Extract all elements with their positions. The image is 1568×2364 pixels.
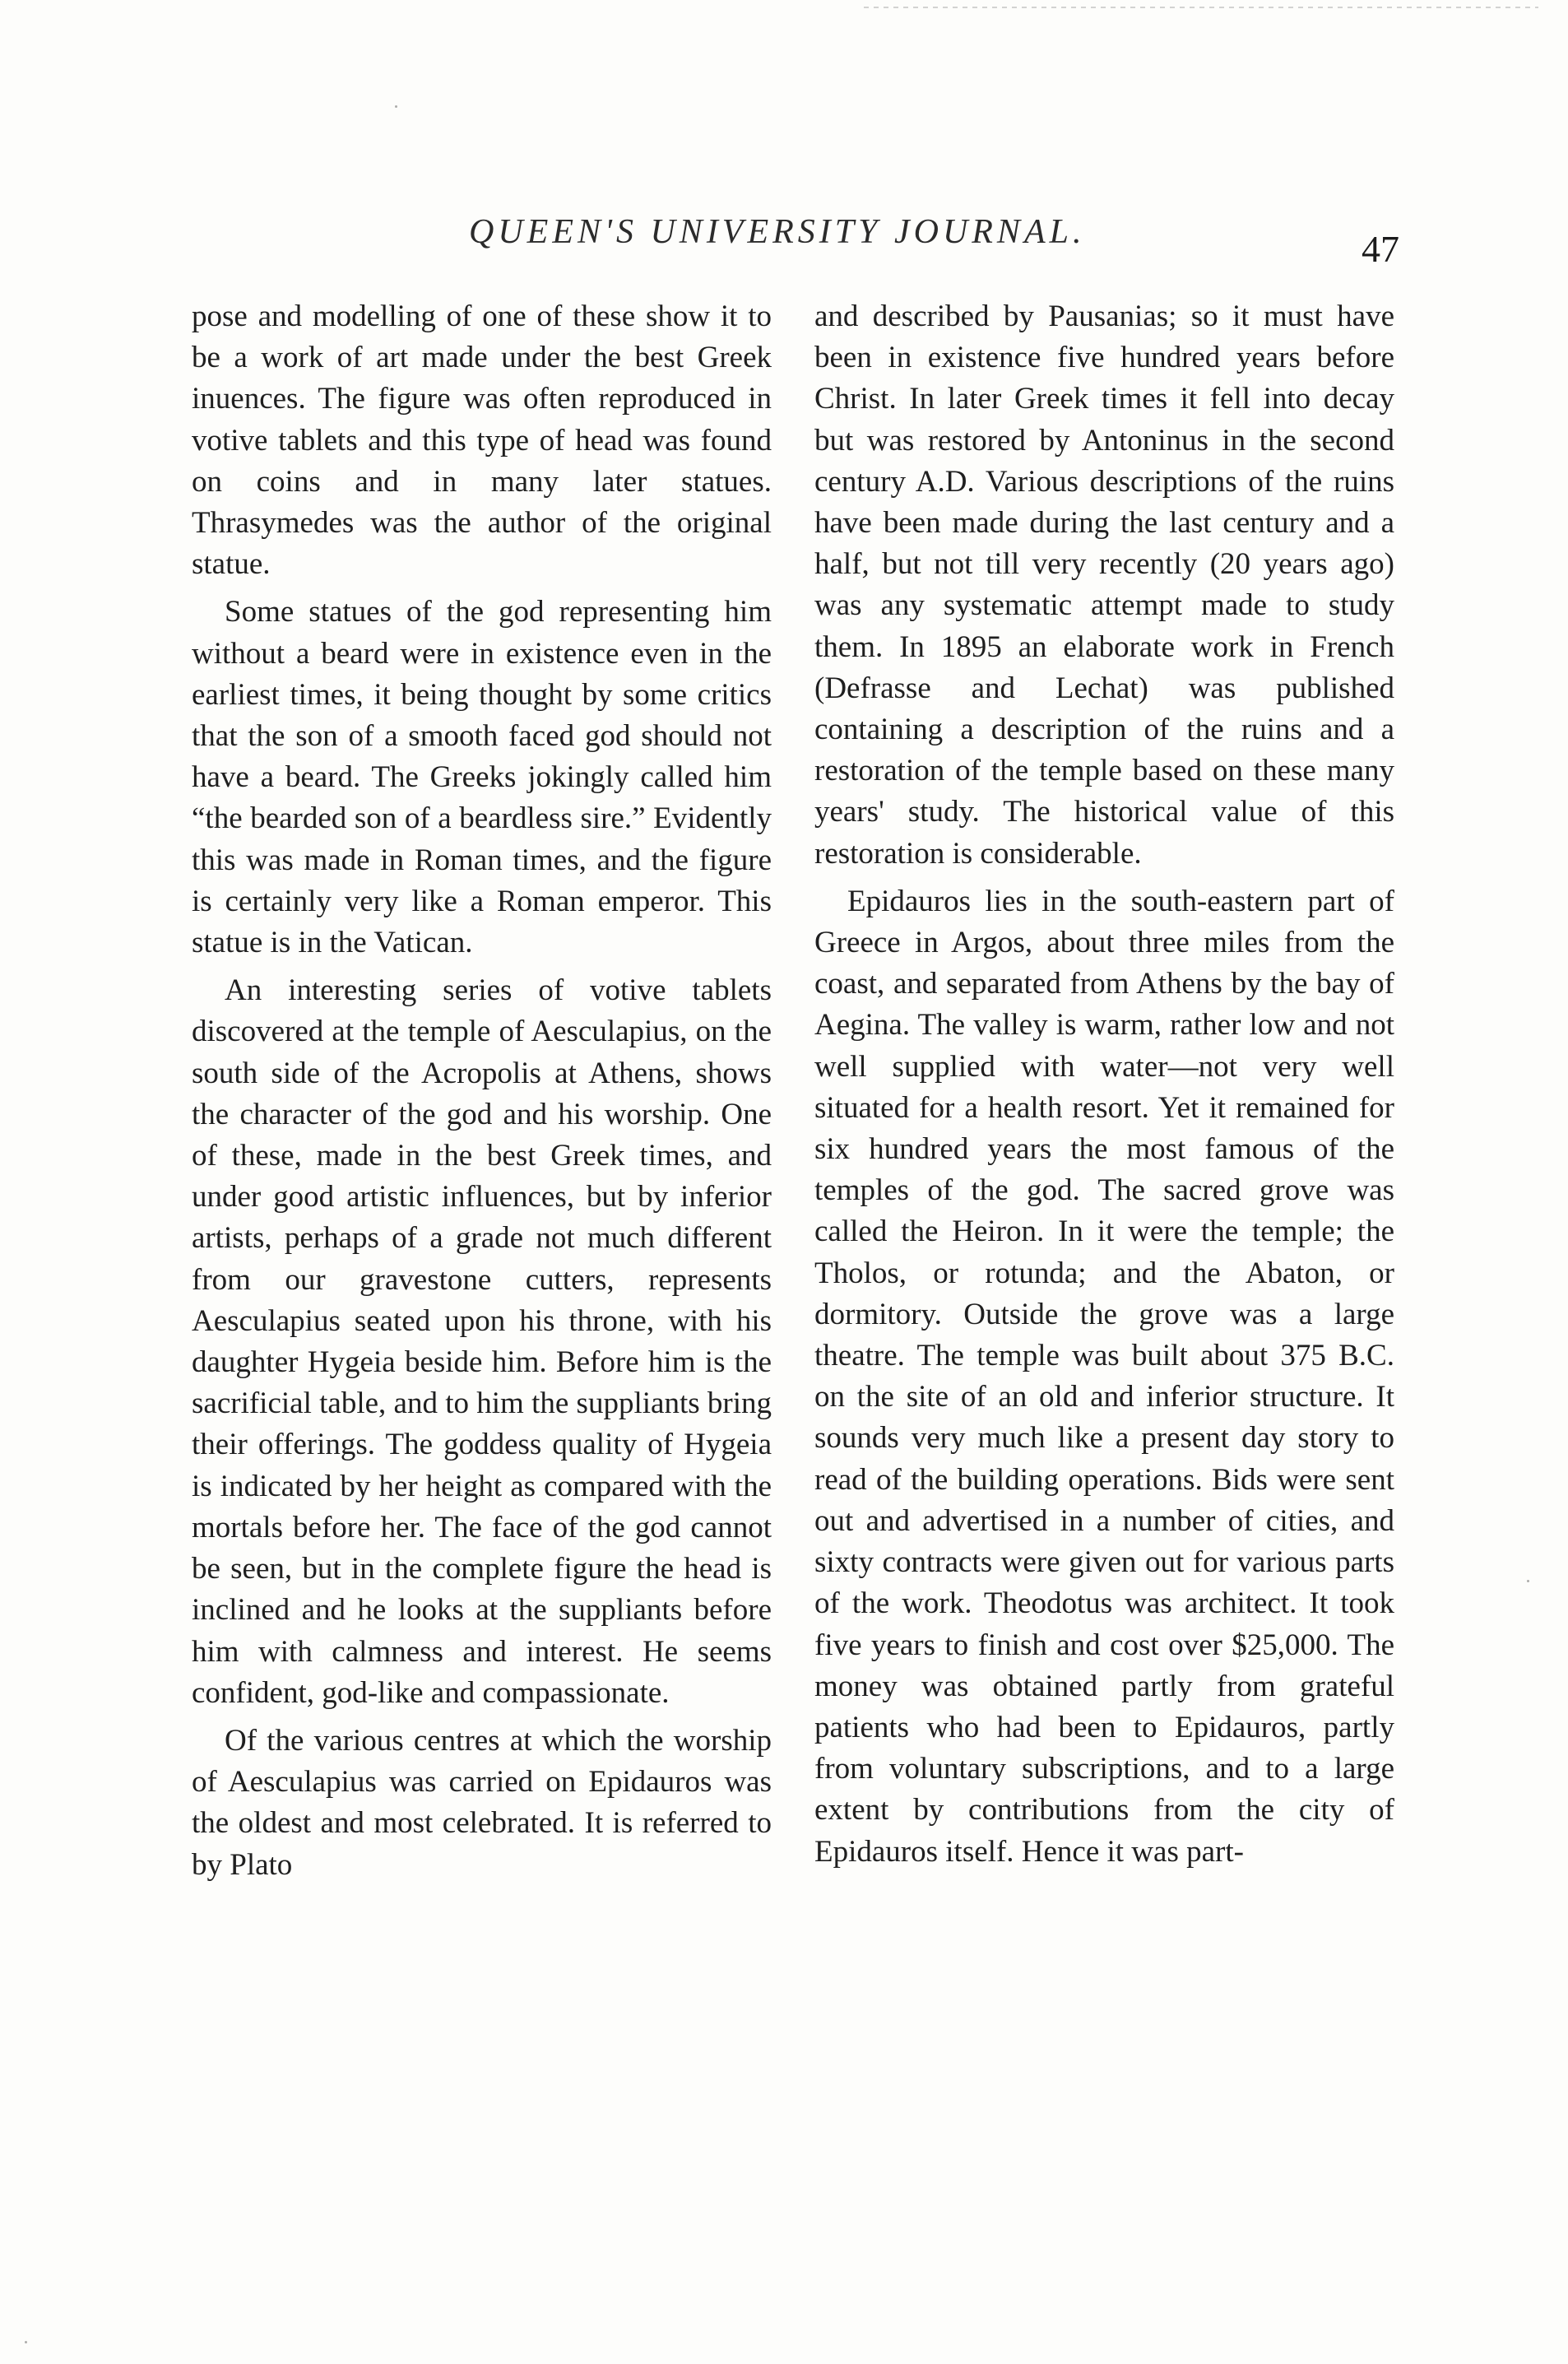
scan-speck [395,105,397,108]
top-edge-rule [864,7,1538,8]
scan-speck [25,2341,27,2343]
paragraph: Some statues of the god representing him without a beard were in existence even in the earliest times, it being thought by some critics that the son of a smooth faced god should not have a beard. The Greeks jokingly called him “the bearded son of a beardless sire.” Evidently this was made in Roman times, and the figure is certainly very like a Roman emperor. This statue is in the Vatican. [192,595,772,960]
left-column [192,296,772,1893]
paragraph: pose and modelling of one of these show it to be a work of art made under the best Greek inuences. The figure was often reproduced in votive tablets and this type of head was found on coins and in many later statues. Thrasymedes was the author of the original statue. [192,300,772,582]
paragraph: An interesting series of votive tablets discovered at the temple of Aesculapius, on the south side of the Acropolis at Athens, shows the character of the god and his worship. One of these, made in the best Greek times, and under good artistic influences, but by inferior artists, perhaps of a grade not much different from our gravestone cutters, represents Aesculapius seated upon his throne, with his daughter Hygeia beside him. Before him is the sacrificial table, and to him the suppliants bring their offerings. The goddess quality of Hygeia is indicated by her height as compared with the mortals before her. The face of the god cannot be seen, but in the complete figure the head is inclined and he looks at the suppliants before him with calmness and interest. He seems confident, god-like and compassionate. [192,973,772,1710]
paragraph: and described by Pausanias; so it must have been in existence five hundred years before Christ. In later Greek times it fell into decay but was restored by Antoninus in the second century A.D. Various descriptions of the ruins have been made during the last century and a half, but not till very recently (20 years ago) was any systematic attempt made to study them. In 1895 an elaborate work in French (Defrasse and Lechat) was published containing a description of the ruins and a restoration of the temple based on these many years' study. The historical value of this restoration is considerable. [814,300,1394,871]
page-number: 47 [1362,228,1399,270]
right-column [814,296,1394,1879]
running-title: QUEEN'S UNIVERSITY JOURNAL. [469,213,1086,251]
paragraph: Epidauros lies in the south-eastern part of Greece in Argos, about three miles from the coast, and separated from Athens by the bay of Aegina. The valley is warm, rather low and not well supplied with water—not very well situated for a health resort. Yet it remained for six hundred years the most famous of the temples of the god. The sacred grove was called the Heiron. In it were the temple; the Tholos, or rotunda; and the Abaton, or dormitory. Outside the grove was a large theatre. The temple was built about 375 B.C. on the site of an old and inferior structure. It sounds very much like a present day story to read of the building operations. Bids were sent out and advertised in a number of cities, and sixty contracts were given out for various parts of the work. Theodotus was architect. It took five years to finish and cost over $25,000. The money was obtained partly from grateful patients who had been to Epidauros, partly from voluntary subscriptions, and to a large extent by contributions from the city of Epidauros itself. Hence it was part- [814,884,1394,1869]
paragraph: Of the various centres at which the worship of Aesculapius was carried on Epidauros was the oldest and most celebrated. It is referred to by Plato [192,1723,772,1882]
scan-speck [1527,1580,1529,1582]
